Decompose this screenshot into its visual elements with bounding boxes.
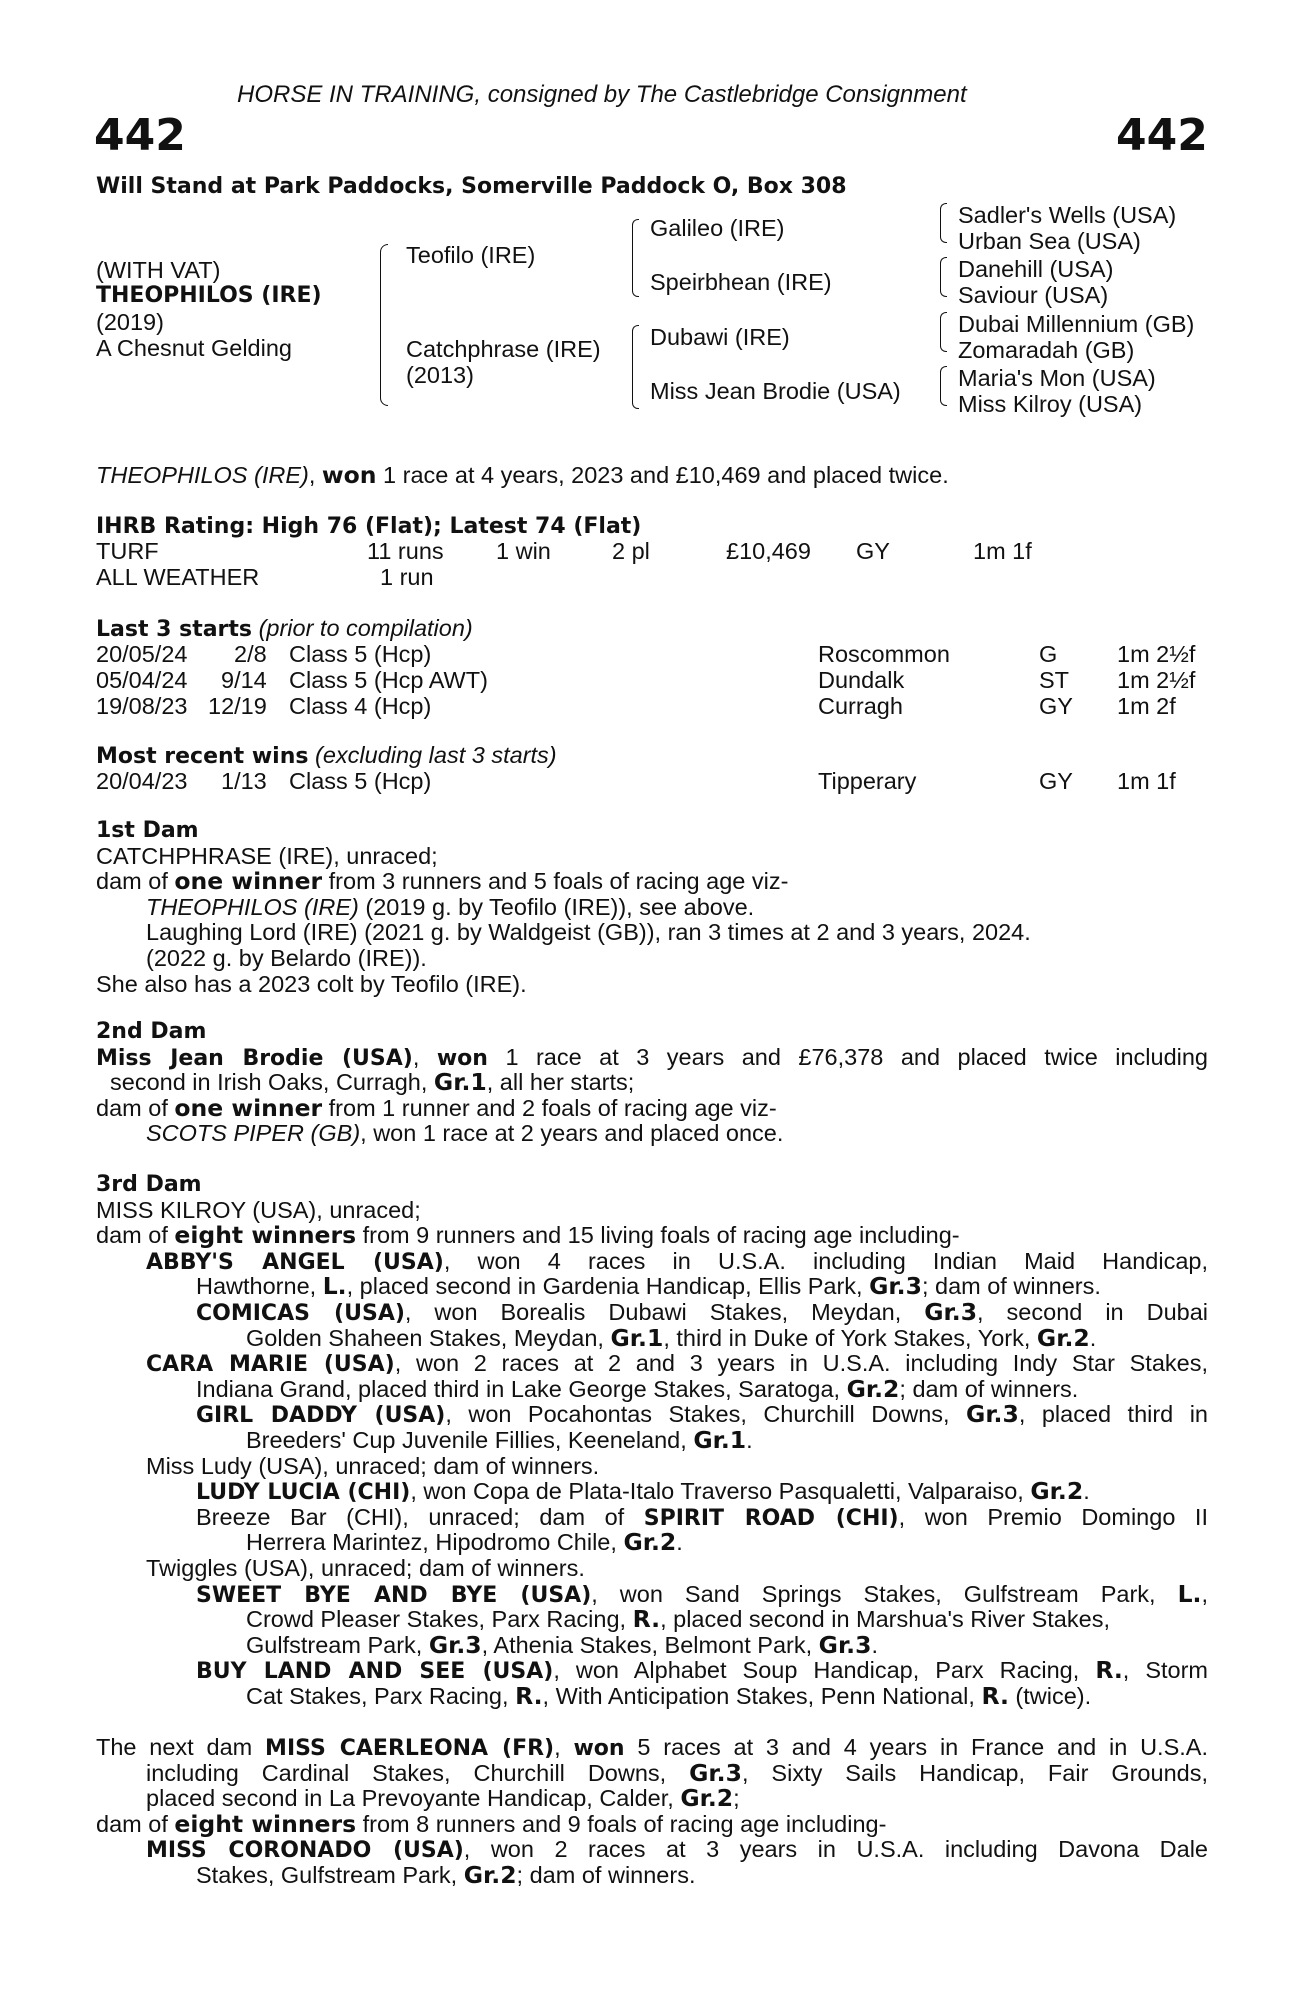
start-going: G: [1039, 641, 1058, 667]
start-course: Dundalk: [818, 667, 905, 693]
next-dam-section: [96, 1735, 1208, 1889]
lot-number-right: 442: [1116, 110, 1208, 161]
recent-note: (excluding last 3 starts): [315, 742, 557, 768]
third-dam-progeny: COMICAS (USA), won Borealis Dubawi Stakes, Meydan, Gr.3, second in Dubai: [196, 1297, 1208, 1326]
third-dam-progeny: Hawthorne, L., placed second in Gardenia Handicap, Ellis Park, Gr.3; dam of winners.: [196, 1272, 1101, 1301]
last3-heading: [96, 616, 473, 643]
start-course: Roscommon: [818, 641, 950, 667]
start-position: 12/19: [208, 693, 267, 719]
third-dam-progeny: Crowd Pleaser Stakes, Parx Racing, R., placed second in Marshua's River Stakes,: [246, 1605, 1110, 1634]
ggp-2: Urban Sea (USA): [958, 228, 1141, 254]
third-dam-title: 3rd Dam: [96, 1172, 202, 1197]
pedigree-brace-gg1: [940, 203, 947, 243]
start-date: 19/08/23: [96, 693, 188, 719]
next-dam-line: The next dam MISS CAERLEONA (FR), won 5 races at 3 and 4 years in France and in U.S.A.: [96, 1734, 1208, 1761]
third-dam-progeny: ABBY'S ANGEL (USA), won 4 races in U.S.A. including Indian Maid Handicap,: [146, 1247, 1208, 1275]
summary-sep: ,: [308, 462, 322, 488]
vat-note: (WITH VAT): [96, 257, 221, 283]
pedigree-brace-gg3: [940, 312, 947, 352]
first-dam-progeny: Laughing Lord (IRE) (2021 g. by Waldgeist (GB)), ran 3 times at 2 and 3 years, 2024.: [146, 919, 1031, 946]
race-summary: [96, 463, 949, 489]
horse-year: (2019): [96, 309, 164, 335]
pedigree-brace-gg4: [940, 366, 947, 406]
first-dam-progeny: (2022 g. by Belardo (IRE)).: [146, 944, 427, 971]
third-dam-progeny: Gulfstream Park, Gr.3, Athenia Stakes, Belmont Park, Gr.3.: [246, 1630, 878, 1659]
start-date: 20/05/24: [96, 641, 188, 667]
pedigree-brace-dam: [632, 325, 639, 409]
start-position: 2/8: [234, 641, 267, 667]
third-dam-progeny: BUY LAND AND SEE (USA), won Alphabet Soup Handicap, Parx Racing, R., Storm: [196, 1656, 1209, 1685]
next-dam-line: dam of eight winners from 8 runners and 9 foals of racing age including-: [96, 1809, 887, 1838]
recent-heading: [96, 743, 557, 770]
rating-going: GY: [856, 538, 890, 564]
start-date: 05/04/24: [96, 667, 188, 693]
sire-dam-name: Speirbhean (IRE): [650, 269, 832, 295]
rating-runs: 11 runs: [367, 538, 444, 564]
second-dam-line: second in Irish Oaks, Curragh, Gr.1, all her starts;: [110, 1068, 635, 1097]
start-going: GY: [1039, 693, 1073, 719]
first-dam-line: She also has a 2023 colt by Teofilo (IRE).: [96, 970, 527, 997]
pedigree-brace-gg2: [940, 257, 947, 297]
third-dam-progeny: Breeze Bar (CHI), unraced; dam of SPIRIT ROAD (CHI), won Premio Domingo II: [196, 1503, 1208, 1531]
summary-won: won: [321, 461, 377, 489]
next-dam-line: including Cardinal Stakes, Churchill Downs, Gr.3, Sixty Sails Handicap, Fair Grounds,: [146, 1758, 1208, 1787]
rating-runs: 1 run: [380, 564, 434, 590]
second-dam-title: 2nd Dam: [96, 1019, 207, 1044]
third-dam-progeny: Golden Shaheen Stakes, Meydan, Gr.1, third in Duke of York Stakes, York, Gr.2.: [246, 1323, 1097, 1352]
third-dam-progeny: LUDY LUCIA (CHI), won Copa de Plata-Italo Traverso Pasqualetti, Valparaiso, Gr.2.: [196, 1477, 1090, 1506]
recent-title: Most recent wins: [96, 744, 309, 769]
third-dam-progeny: Herrera Marintez, Hipodromo Chile, Gr.2.: [246, 1528, 683, 1557]
horse-description: A Chesnut Gelding: [96, 335, 292, 361]
first-dam-progeny: THEOPHILOS (IRE) (2019 g. by Teofilo (IRE)), see above.: [146, 893, 755, 920]
win-distance: 1m 1f: [1117, 768, 1176, 794]
pedigree-brace-main: [380, 244, 388, 406]
win-position: 1/13: [221, 768, 267, 794]
second-dam-line: Miss Jean Brodie (USA), won 1 race at 3 years and £76,378 and placed twice including: [96, 1043, 1209, 1071]
third-dam-progeny: Breeders' Cup Juvenile Fillies, Keeneland, Gr.1.: [246, 1425, 753, 1454]
first-dam-title: 1st Dam: [96, 818, 199, 843]
second-dam-progeny: SCOTS PIPER (GB), won 1 race at 2 years and placed once.: [146, 1120, 784, 1147]
dam-name: Catchphrase (IRE): [406, 336, 601, 362]
third-dam-progeny: GIRL DADDY (USA), won Pocahontas Stakes, Churchill Downs, Gr.3, placed third in: [196, 1400, 1208, 1429]
rating-earnings: £10,469: [726, 538, 811, 564]
start-race: Class 5 (Hcp): [289, 641, 432, 667]
third-dam-progeny: Indiana Grand, placed third in Lake George Stakes, Saratoga, Gr.2; dam of winners.: [196, 1374, 1079, 1403]
start-distance: 1m 2f: [1117, 693, 1176, 719]
win-race: Class 5 (Hcp): [289, 768, 432, 794]
rating-distance: 1m 1f: [973, 538, 1032, 564]
start-going: ST: [1039, 667, 1070, 693]
third-dam-section: [96, 1172, 1208, 1709]
next-dam-line: placed second in La Prevoyante Handicap, Calder, Gr.2;: [146, 1784, 740, 1813]
start-race: Class 4 (Hcp): [289, 693, 432, 719]
summary-horse-name: THEOPHILOS (IRE): [96, 462, 309, 488]
first-dam-section: [96, 818, 1208, 997]
second-dam-section: [96, 1019, 1208, 1147]
third-dam-progeny: Cat Stakes, Parx Racing, R., With Anticipation Stakes, Penn National, R. (twice).: [246, 1681, 1092, 1710]
horse-name: THEOPHILOS (IRE): [96, 283, 322, 308]
third-dam-line: dam of eight winners from 9 runners and 15 living foals of racing age including-: [96, 1221, 960, 1250]
last3-note: (prior to compilation): [258, 615, 473, 641]
next-dam-progeny: MISS CORONADO (USA), won 2 races at 3 years in U.S.A. including Davona Dale: [146, 1836, 1208, 1864]
second-dam-line: dam of one winner from 1 runner and 2 foals of racing age viz-: [96, 1093, 777, 1122]
summary-rest: 1 race at 4 years, 2023 and £10,469 and placed twice.: [376, 462, 949, 488]
first-dam-line: CATCHPHRASE (IRE), unraced;: [96, 842, 438, 869]
sire-sire-name: Galileo (IRE): [650, 215, 785, 241]
dam-year: (2013): [406, 362, 474, 388]
start-course: Curragh: [818, 693, 903, 719]
rating-surface: TURF: [96, 538, 159, 564]
ggp-3: Danehill (USA): [958, 256, 1114, 282]
third-dam-line: MISS KILROY (USA), unraced;: [96, 1196, 421, 1223]
consignment-line: HORSE IN TRAINING, consigned by The Castlebridge Consignment: [237, 81, 967, 108]
ggp-1: Sadler's Wells (USA): [958, 202, 1177, 228]
ggp-4: Saviour (USA): [958, 282, 1109, 308]
ggp-5: Dubai Millennium (GB): [958, 311, 1195, 337]
third-dam-progeny: CARA MARIE (USA), won 2 races at 2 and 3 years in U.S.A. including Indy Star Stakes,: [146, 1350, 1209, 1378]
ggp-6: Zomaradah (GB): [958, 337, 1135, 363]
dam-dam-name: Miss Jean Brodie (USA): [650, 378, 901, 404]
dam-sire-name: Dubawi (IRE): [650, 324, 790, 350]
ggp-8: Miss Kilroy (USA): [958, 391, 1143, 417]
pedigree-brace-sire: [632, 219, 639, 297]
win-course: Tipperary: [818, 768, 917, 794]
win-going: GY: [1039, 768, 1073, 794]
start-position: 9/14: [221, 667, 267, 693]
third-dam-progeny: Twiggles (USA), unraced; dam of winners.: [146, 1554, 585, 1581]
rating-places: 2 pl: [612, 538, 650, 564]
rating-wins: 1 win: [496, 538, 551, 564]
third-dam-progeny: SWEET BYE AND BYE (USA), won Sand Springs Stakes, Gulfstream Park, L.,: [196, 1579, 1208, 1608]
rating-title: IHRB Rating: High 76 (Flat); Latest 74 (Flat): [96, 514, 642, 539]
third-dam-progeny: Miss Ludy (USA), unraced; dam of winners.: [146, 1452, 600, 1479]
start-race: Class 5 (Hcp AWT): [289, 667, 488, 693]
lot-number-left: 442: [94, 110, 186, 161]
start-distance: 1m 2½f: [1117, 667, 1196, 693]
first-dam-line: dam of one winner from 3 runners and 5 foals of racing age viz-: [96, 867, 789, 896]
stand-location: Will Stand at Park Paddocks, Somerville Paddock O, Box 308: [96, 174, 847, 199]
last3-title: Last 3 starts: [96, 617, 253, 642]
win-date: 20/04/23: [96, 768, 188, 794]
start-distance: 1m 2½f: [1117, 641, 1196, 667]
sire-name: Teofilo (IRE): [406, 242, 536, 268]
ggp-7: Maria's Mon (USA): [958, 365, 1156, 391]
rating-surface: ALL WEATHER: [96, 564, 260, 590]
next-dam-progeny: Stakes, Gulfstream Park, Gr.2; dam of winners.: [196, 1860, 696, 1889]
